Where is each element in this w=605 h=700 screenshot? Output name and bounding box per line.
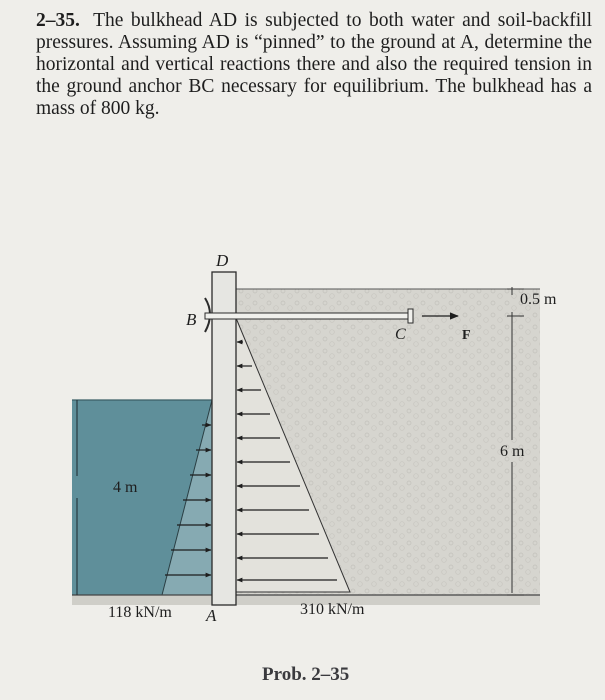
dim-top-spacing: 0.5 m: [520, 291, 557, 308]
water-intensity-label: 118 kN/m: [108, 604, 172, 621]
label-f: F: [462, 328, 471, 343]
soil-intensity-label: 310 kN/m: [300, 601, 365, 618]
label-a: A: [206, 606, 217, 625]
anchor-plate-c: [408, 309, 413, 323]
dim-soil-height: 6 m: [500, 443, 525, 460]
label-c: C: [395, 326, 406, 343]
problem-number: 2–35.: [36, 10, 80, 31]
problem-text: The bulkhead AD is subjected to both water and soil-backfill pressures. Assuming AD is “pinned” to the ground at A, determine the horizontal and vertical reactions there and also the required tension in the ground anchor BC necessary for equilibrium. The bulkhead has a mass of 800 kg.: [36, 10, 592, 119]
bulkhead-wall: [212, 272, 236, 605]
label-d: D: [216, 251, 229, 270]
label-b: B: [186, 310, 197, 329]
dim-water-height: 4 m: [113, 479, 138, 496]
tie-rod-bc: [205, 313, 410, 319]
figure-caption: Prob. 2–35: [262, 664, 350, 685]
